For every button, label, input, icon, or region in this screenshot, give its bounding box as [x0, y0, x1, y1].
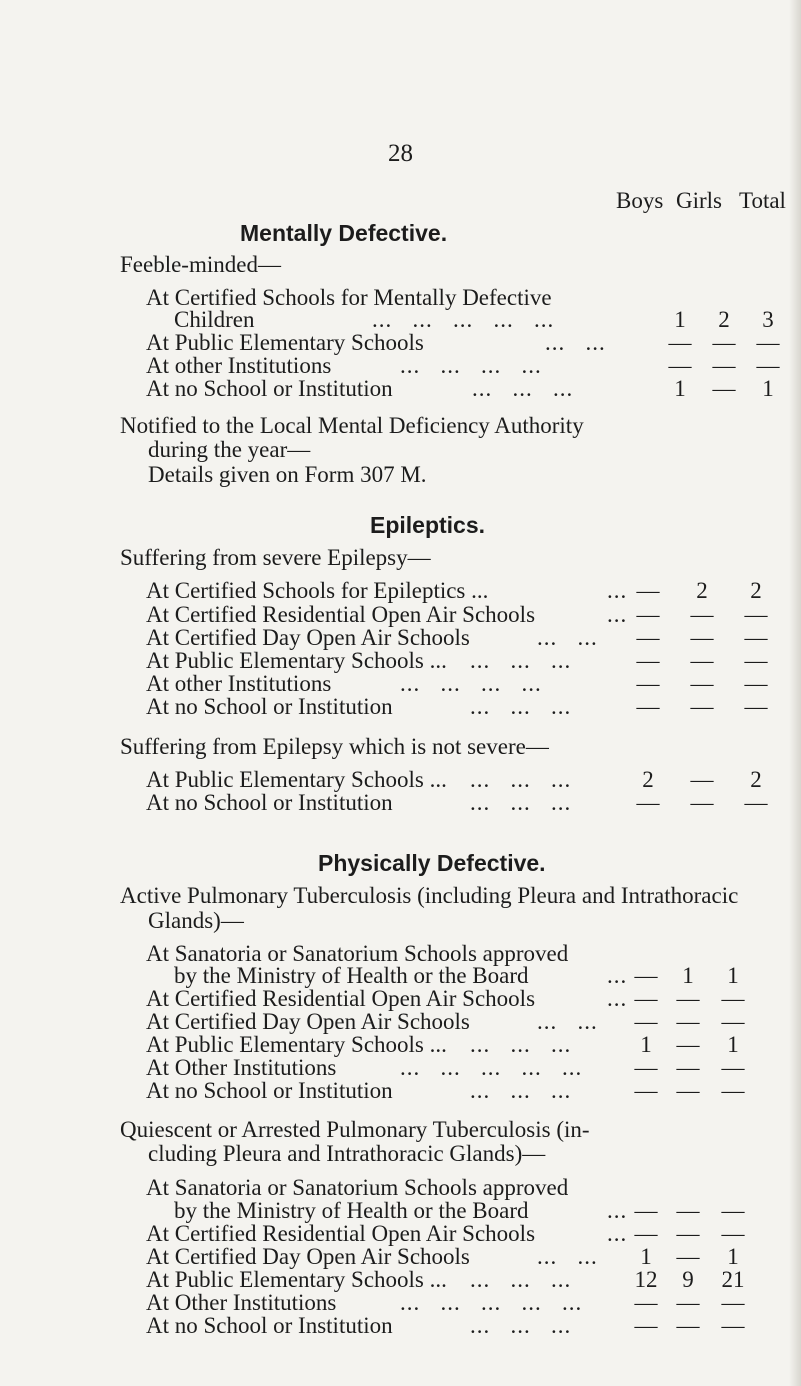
cell-boys: —	[636, 694, 660, 719]
cell-boys: —	[636, 578, 660, 603]
cell-total: 1	[727, 1244, 739, 1269]
cell-total: —	[721, 1313, 745, 1338]
leader-dots: ... ... ...	[470, 1313, 572, 1338]
section-heading-mentally-defective: Mentally Defective.	[240, 220, 448, 246]
cell-boys: —	[634, 1055, 658, 1080]
section-heading-epileptics: Epileptics.	[370, 512, 486, 538]
leader-dots: ...	[607, 986, 628, 1011]
row-label: At Sanatoria or Sanatorium Schools approved	[146, 941, 569, 966]
cell-total: —	[756, 330, 780, 355]
leader-dots: ... ... ... ... ...	[400, 1290, 583, 1315]
leader-dots: ... ... ... ... ...	[400, 1055, 583, 1080]
cell-total: —	[721, 1055, 745, 1080]
row-label: At Certified Schools for Mentally Defective	[146, 285, 552, 310]
row-label: At no School or Institution	[146, 1078, 393, 1103]
cell-girls: —	[676, 1244, 700, 1269]
cell-total: 1	[762, 376, 774, 401]
cell-girls: —	[690, 767, 714, 792]
table-row	[0, 694, 801, 724]
row-label: At Certified Day Open Air Schools	[146, 1009, 470, 1034]
cell-girls: —	[676, 1221, 700, 1246]
cell-total: 2	[750, 767, 762, 792]
leader-dots: ...	[607, 578, 628, 603]
row-label: by the Ministry of Health or the Board	[174, 1198, 529, 1223]
page-number: 28	[388, 140, 413, 167]
cell-girls: —	[690, 671, 714, 696]
cell-boys: —	[636, 648, 660, 673]
cell-girls: —	[676, 1009, 700, 1034]
cell-girls: —	[712, 376, 736, 401]
leader-dots: ... ... ...	[470, 1032, 572, 1057]
column-header-total: Total	[739, 188, 786, 213]
row-label: At Other Institutions	[146, 1055, 337, 1080]
cell-boys: —	[634, 1009, 658, 1034]
leader-dots: ... ...	[537, 625, 598, 650]
group-title-quiescent-tuberculosis: Quiescent or Arrested Pulmonary Tuberculosis (in-	[120, 1117, 590, 1142]
leader-dots: ... ... ...	[470, 767, 572, 792]
leader-dots: ... ...	[545, 330, 606, 355]
cell-girls: 2	[718, 307, 730, 332]
cell-boys: —	[636, 602, 660, 627]
cell-total: —	[721, 1009, 745, 1034]
cell-girls: —	[676, 1032, 700, 1057]
cell-total: —	[744, 602, 768, 627]
row-label: Children	[174, 307, 255, 332]
leader-dots: ... ... ...	[470, 648, 572, 673]
row-label: At other Institutions	[146, 671, 332, 696]
cell-total: —	[721, 986, 745, 1011]
cell-girls: —	[676, 1055, 700, 1080]
leader-dots: ... ... ...	[470, 1267, 572, 1292]
cell-total: 1	[727, 963, 739, 988]
cell-girls: —	[676, 1198, 700, 1223]
cell-total: —	[721, 1078, 745, 1103]
leader-dots: ... ... ...	[470, 790, 572, 815]
row-label: At Other Institutions	[146, 1290, 337, 1315]
group-title-severe-epilepsy: Suffering from severe Epilepsy—	[120, 545, 431, 570]
cell-boys: —	[634, 1198, 658, 1223]
row-label: At no School or Institution	[146, 376, 393, 401]
cell-boys: —	[634, 1290, 658, 1315]
table-row	[0, 790, 801, 820]
row-label: At no School or Institution	[146, 694, 393, 719]
row-label: At Public Elementary Schools ...	[146, 1032, 447, 1057]
column-header-boys: Boys	[616, 188, 664, 213]
row-label: At no School or Institution	[146, 1313, 393, 1338]
row-label: At Certified Residential Open Air Schools	[146, 1221, 536, 1246]
leader-dots: ...	[607, 1198, 628, 1223]
cell-boys: —	[634, 986, 658, 1011]
cell-girls: —	[676, 986, 700, 1011]
note-line: Notified to the Local Mental Deficiency Authority	[120, 413, 584, 438]
cell-total: —	[721, 1290, 745, 1315]
cell-total: 21	[721, 1267, 745, 1292]
cell-boys: 1	[674, 307, 686, 332]
cell-girls: 2	[696, 578, 708, 603]
leader-dots: ...	[607, 1221, 628, 1246]
cell-boys: 12	[634, 1267, 658, 1292]
table-row	[0, 1313, 801, 1343]
cell-boys: 1	[640, 1032, 652, 1057]
cell-boys: 2	[642, 767, 654, 792]
cell-girls: —	[676, 1078, 700, 1103]
group-title-continued: cluding Pleura and Intrathoracic Glands)—	[148, 1141, 546, 1166]
cell-total: —	[744, 625, 768, 650]
row-label: At Public Elementary Schools ...	[146, 1267, 447, 1292]
cell-total: —	[721, 1221, 745, 1246]
cell-total: —	[744, 790, 768, 815]
group-title-continued: Glands)—	[148, 908, 244, 933]
cell-girls: —	[690, 790, 714, 815]
row-label: At no School or Institution	[146, 790, 393, 815]
leader-dots: ...	[607, 602, 628, 627]
table-row	[0, 376, 801, 406]
cell-boys: —	[634, 963, 658, 988]
note-line: Details given on Form 307 M.	[148, 462, 427, 487]
page-edge-shadow	[789, 0, 801, 1386]
cell-total: —	[744, 671, 768, 696]
row-label: At Public Elementary Schools	[146, 330, 424, 355]
leader-dots: ... ... ... ...	[400, 671, 542, 696]
cell-boys: —	[668, 330, 692, 355]
cell-boys: —	[636, 625, 660, 650]
leader-dots: ...	[607, 963, 628, 988]
cell-boys: —	[634, 1078, 658, 1103]
cell-total: —	[744, 648, 768, 673]
cell-total: —	[744, 694, 768, 719]
cell-total: 3	[762, 307, 774, 332]
row-label: At Public Elementary Schools ...	[146, 648, 447, 673]
cell-girls: —	[712, 353, 736, 378]
leader-dots: ... ... ...	[472, 376, 574, 401]
table-row	[0, 1078, 801, 1108]
cell-girls: —	[676, 1290, 700, 1315]
row-label: At Certified Day Open Air Schools	[146, 1244, 470, 1269]
cell-girls: —	[712, 330, 736, 355]
cell-total: —	[721, 1198, 745, 1223]
leader-dots: ... ...	[537, 1009, 598, 1034]
cell-total: 1	[727, 1032, 739, 1057]
row-label: At Public Elementary Schools ...	[146, 767, 447, 792]
cell-boys: —	[636, 671, 660, 696]
group-title-active-tuberculosis: Active Pulmonary Tuberculosis (including Pleura and Intrathoracic	[120, 883, 739, 908]
column-header-girls: Girls	[676, 188, 722, 213]
row-label: At Certified Residential Open Air Schools	[146, 602, 536, 627]
group-title-not-severe-epilepsy: Suffering from Epilepsy which is not severe—	[120, 734, 549, 759]
leader-dots: ... ... ...	[470, 694, 572, 719]
cell-boys: —	[634, 1313, 658, 1338]
cell-boys: 1	[640, 1244, 652, 1269]
leader-dots: ... ... ... ... ...	[372, 307, 555, 332]
cell-total: —	[756, 353, 780, 378]
cell-boys: —	[636, 790, 660, 815]
row-label: At Certified Schools for Epileptics ...	[146, 578, 489, 603]
row-label: At Sanatoria or Sanatorium Schools approved	[146, 1175, 569, 1200]
cell-girls: —	[690, 602, 714, 627]
cell-boys: 1	[674, 376, 686, 401]
group-title-feeble-minded: Feeble-minded—	[120, 252, 281, 277]
cell-girls: —	[690, 625, 714, 650]
leader-dots: ... ... ... ...	[400, 353, 542, 378]
cell-girls: —	[690, 648, 714, 673]
leader-dots: ... ...	[537, 1244, 598, 1269]
leader-dots: ... ... ...	[470, 1078, 572, 1103]
row-label: by the Ministry of Health or the Board	[174, 963, 529, 988]
section-heading-physically-defective: Physically Defective.	[318, 850, 546, 876]
row-label: At Certified Day Open Air Schools	[146, 625, 470, 650]
cell-girls: —	[690, 694, 714, 719]
note-line: during the year—	[148, 437, 311, 462]
cell-total: 2	[750, 578, 762, 603]
cell-girls: 9	[682, 1267, 694, 1292]
cell-boys: —	[668, 353, 692, 378]
cell-boys: —	[634, 1221, 658, 1246]
row-label: At Certified Residential Open Air Schools	[146, 986, 536, 1011]
row-label: At other Institutions	[146, 353, 332, 378]
cell-girls: 1	[682, 963, 694, 988]
cell-girls: —	[676, 1313, 700, 1338]
